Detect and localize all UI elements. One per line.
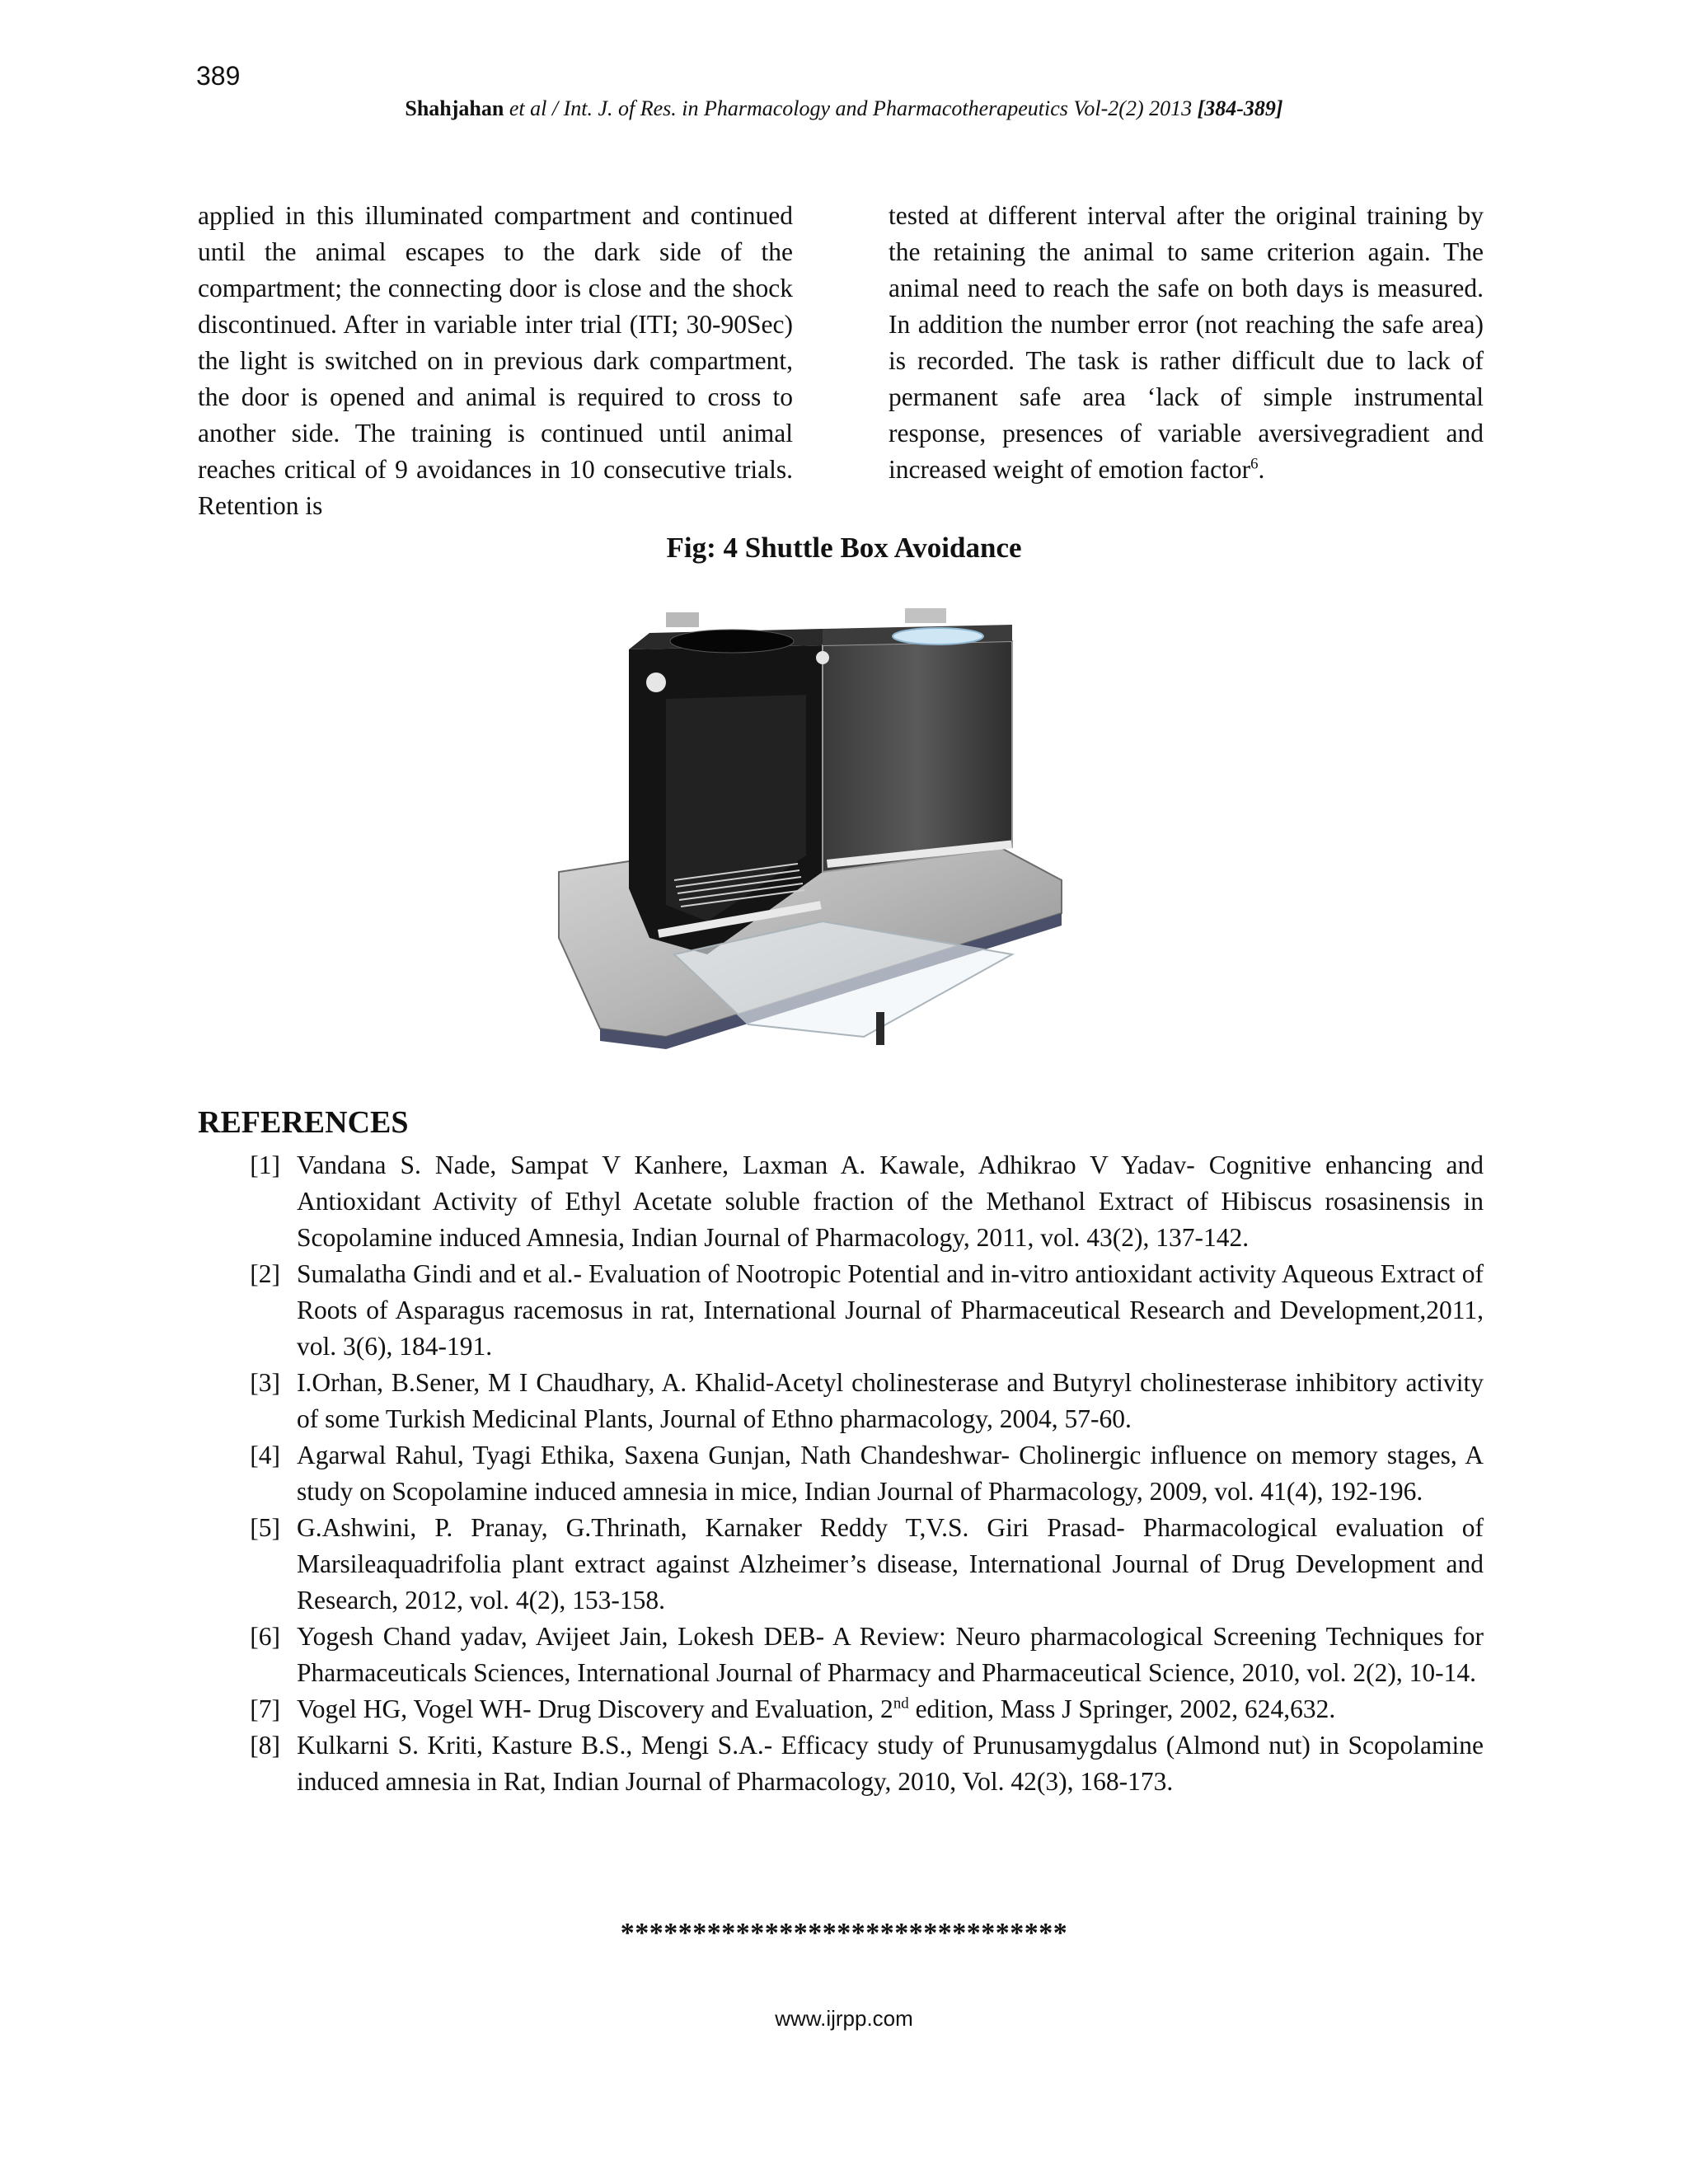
reference-text: Sumalatha Gindi and et al.- Evaluation of Nootropic Potential and in-vitro antioxidant activity Aqueous Extract of Roots of Asparagus racemosus in rat, International Journal of Pharmaceutical Research and Development,2011, vol. 3(6), 184-191. [297, 1259, 1484, 1361]
reference-item [198, 1365, 1484, 1437]
reference-item [198, 1147, 1484, 1256]
citation-superscript: 6 [1250, 455, 1259, 473]
reference-item [198, 1691, 1484, 1727]
shuttle-box-illustration [551, 608, 1070, 1078]
reference-text [297, 1691, 1484, 1727]
footer-website: www.ijrpp.com [775, 2006, 913, 2031]
reference-text-pre: Vogel HG, Vogel WH- Drug Discovery and Evaluation, 2 [297, 1694, 893, 1723]
body-paragraph-right [889, 198, 1484, 488]
header-pages: [384-389] [1197, 96, 1283, 120]
body-text-right-end: . [1258, 455, 1265, 484]
references-heading: REFERENCES [198, 1105, 409, 1140]
header-author: Shahjahan [405, 96, 504, 120]
reference-text: I.Orhan, B.Sener, M I Chaudhary, A. Khalid-Acetyl cholinesterase and Butyryl cholinesterase inhibitory activity of some Turkish Medicinal Plants, Journal of Ethno pharmacology, 2004, 57-60. [297, 1368, 1484, 1433]
reference-item [198, 1619, 1484, 1691]
reference-text: Yogesh Chand yadav, Avijeet Jain, Lokesh DEB- A Review: Neuro pharmacological Screening Techniques for Pharmaceuticals Sciences, International Journal of Pharmacy and Pharmaceutical Science, 2010, vol. 2(2), 10-14. [297, 1622, 1484, 1687]
figure-title: Fig: 4 Shuttle Box Avoidance [666, 532, 1022, 564]
reference-number: [8] [250, 1731, 280, 1760]
reference-number: [4] [250, 1441, 280, 1469]
reference-item [198, 1437, 1484, 1510]
reference-text: G.Ashwini, P. Pranay, G.Thrinath, Karnaker Reddy T,V.S. Giri Prasad- Pharmacological evaluation of Marsileaquadrifolia plant extract against Alzheimer’s disease, International Journal of Drug Development and Research, 2012, vol. 4(2), 153-158. [297, 1513, 1484, 1615]
body-column-left [198, 198, 793, 524]
reference-text: Kulkarni S. Kriti, Kasture B.S., Mengi S.A.- Efficacy study of Prunusamygdalus (Almond nut) in Scopolamine induced amnesia in Rat, Indian Journal of Pharmacology, 2010, Vol. 42(3), 168-173. [297, 1731, 1484, 1796]
reference-number: [6] [250, 1622, 280, 1651]
reference-text: Agarwal Rahul, Tyagi Ethika, Saxena Gunjan, Nath Chandeshwar- Cholinergic influence on memory stages, A study on Scopolamine induced amnesia in mice, Indian Journal of Pharmacology, 2009, vol. 41(4), 192-196. [297, 1441, 1484, 1506]
references-list [198, 1147, 1484, 1800]
shuttle-box-figure [551, 608, 1070, 1078]
reference-number: [7] [250, 1694, 280, 1723]
edition-superscript: nd [893, 1694, 909, 1713]
header-journal: et al / Int. J. of Res. in Pharmacology and Pharmacotherapeutics Vol-2(2) 2013 [504, 96, 1198, 120]
body-column-right [889, 198, 1484, 488]
end-divider: ******************************* [620, 1918, 1068, 1948]
body-text-right: tested at different interval after the original training by the retaining the animal to same criterion again. The animal need to reach the safe on both days is measured. In addition the number error (not reaching the safe area) is recorded. The task is rather difficult due to lack of permanent safe area ‘lack of simple instrumental response, presences of variable aversivegradient and increased weight of emotion factor [889, 201, 1484, 484]
reference-text: Vandana S. Nade, Sampat V Kanhere, Laxman A. Kawale, Adhikrao V Yadav- Cognitive enhancing and Antioxidant Activity of Ethyl Acetate soluble fraction of the Methanol Extract of Hibiscus rosasinensis in Scopolamine induced Amnesia, Indian Journal of Pharmacology, 2011, vol. 43(2), 137-142. [297, 1151, 1484, 1252]
reference-item [198, 1256, 1484, 1365]
reference-number: [2] [250, 1259, 280, 1288]
reference-number: [3] [250, 1368, 280, 1397]
running-header [0, 96, 1688, 121]
reference-number: [5] [250, 1513, 280, 1542]
page-number: 389 [196, 61, 241, 91]
reference-item [198, 1510, 1484, 1619]
reference-text-post: edition, Mass J Springer, 2002, 624,632. [908, 1694, 1336, 1723]
body-paragraph-left: applied in this illuminated compartment and continued until the animal escapes to the dark side of the compartment; the connecting door is close and the shock discontinued. After in variable inter trial (ITI; 30-90Sec) the light is switched on in previous dark compartment, the door is opened and animal is required to cross to another side. The training is continued until animal reaches critical of 9 avoidances in 10 consecutive trials. Retention is [198, 201, 793, 520]
reference-number: [1] [250, 1151, 280, 1179]
reference-item [198, 1727, 1484, 1800]
